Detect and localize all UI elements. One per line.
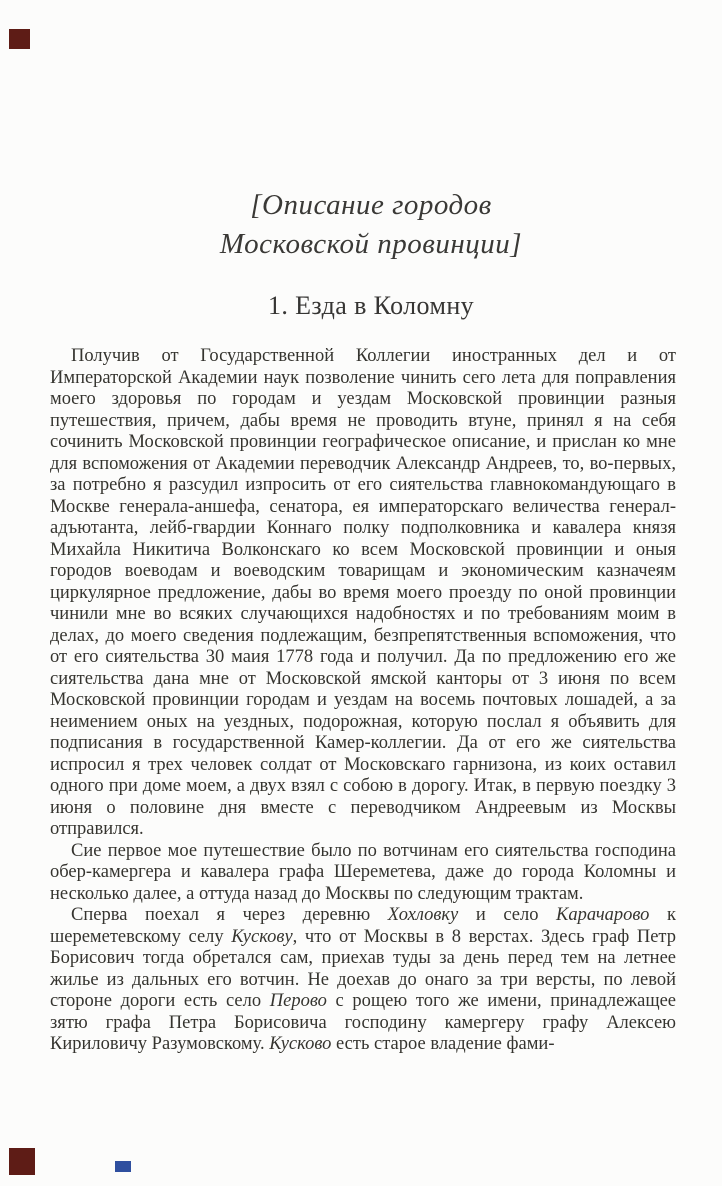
paragraph-text: Получив от Государственной Коллегии иностранных дел и от Императорской Академии наук позволение чинить сего лета для поправления моего здоровья по городам и уездам Московской провинции разныя путешествия, причем, дабы время не проводить втуне, принял я на себя сочинить Московской провинции географическое описание, и прислан ко мне для вспоможения от Академии переводчик Александр Андреев, то, во-первых, за потребно я разсудил изпросить от его сиятельства главнокомандующаго в Москве генерала-аншефа, сенатора, ея императорскаго величества генерал-адъютанта, лейб-гвардии Коннаго полку подполковника и кавалера князя Михайла Никитича Волконскаго ко всем Московской провинции и оныя городов воеводам и воеводским товарищам и экономическим казначеям циркулярное предложение, дабы во время моего проезду по оной провинции чинили мне во всяких случающихся надобностях и по требованиям моим в делах, до моего сведения подлежащим, безпрепятственныя вспоможения, что от его сиятельства 30 маия 1778 года и получил. Да по предложению его же сиятельства дана мне от Московской ямской канторы от 3 июня по всем Московской провинции городам и уездам на восемь почтовых лошадей, а за неимением оных на уездных, подорожная, которую послал я объявить для подписания в государственной Камер-коллегии. Да от его же сиятельства испросил я трех человек солдат от Московскаго гарнизона, из коих оставил одного при доме моем, а двух взял с собою в дорогу. Итак, в первую поездку 3 июня о половине дня вместе с переводчиком Андреевым из Москвы отправился. — [50, 346, 676, 839]
paragraph — [50, 905, 676, 1056]
body-text — [50, 346, 676, 1056]
paragraph-text: Сие первое мое путешествие было по вотчинам его сиятельства господина обер-камергера и кавалера графа Шереметева, даже до города Коломны и несколько далее, а оттуда назад до Москвы по следующим трактам. — [50, 840, 676, 904]
corner-mark-bottom-blue — [115, 1161, 131, 1172]
book-title-line-2: Московской провинции] — [219, 228, 523, 260]
paragraph-text: , что от Москвы в 8 верстах. Здесь граф Петр Борисович тогда обретался сам, приехав туды за день перед тем на летнее жилье из дальных его вотчин. Не доехав до онаго за три версты, по левой стороне дороги есть село — [50, 926, 676, 1011]
book-title — [50, 186, 676, 264]
paragraph-text: и село — [458, 905, 557, 925]
place-name-italic: Карачарово — [556, 905, 650, 925]
place-name-italic: Перово — [269, 991, 327, 1011]
paragraph-text: к шереметевскому селу — [50, 905, 677, 947]
text-block — [50, 186, 676, 1056]
chapter-heading: 1. Езда в Коломну — [267, 291, 475, 320]
paragraph-text: с рощею того же имени, принадлежащее зятю графа Петра Борисовича господину камергеру графу Алексею Кириловичу Разумовскому. — [50, 991, 676, 1054]
paragraph-text: есть старое владение фами- — [331, 1034, 555, 1054]
corner-mark-top-left — [9, 29, 30, 49]
place-name-italic: Хохловку — [387, 905, 459, 925]
place-name-italic: Кускову — [231, 926, 293, 947]
paragraph-text: Сперва поехал я через деревню — [71, 905, 388, 925]
place-name-italic: Кусково — [269, 1034, 332, 1054]
paragraph — [50, 841, 676, 906]
corner-mark-bottom-left — [9, 1148, 35, 1175]
paragraph — [50, 346, 676, 841]
book-title-line-1: [Описание городов — [250, 189, 492, 221]
